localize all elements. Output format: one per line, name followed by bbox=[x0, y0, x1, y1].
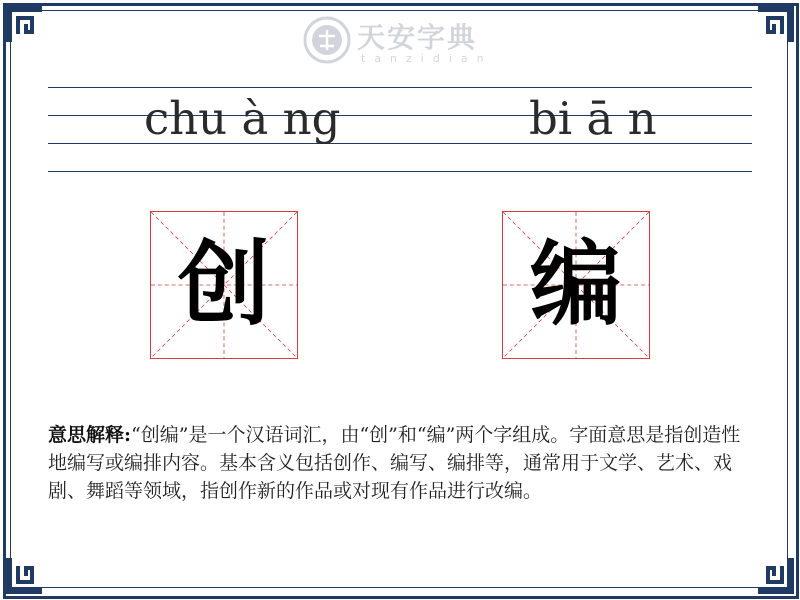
meaning-text: “创编”是一个汉语词汇，由“创”和“编”两个字组成。字面意思是指创造性地编写或编排内容。基本含义包括创作、编写、编排等，通常用于文学、艺术、戏剧、舞蹈等领域，指创作新的作品或对现有作品进行改编。 bbox=[48, 424, 741, 502]
tianzige-box-1 bbox=[150, 211, 298, 359]
corner-ornament-bottom-right bbox=[756, 556, 796, 596]
pinyin-lines bbox=[48, 87, 752, 173]
character-2: 编 bbox=[529, 231, 622, 338]
character-1: 创 bbox=[177, 231, 270, 338]
pinyin-line-4 bbox=[48, 171, 752, 172]
meaning-paragraph bbox=[48, 421, 752, 505]
pinyin-first: chu à ng bbox=[144, 92, 341, 145]
corner-ornament-top-right bbox=[756, 4, 796, 44]
pinyin-second: bi ā n bbox=[529, 92, 657, 145]
seal-icon bbox=[303, 16, 351, 64]
watermark-title: 天安字典 bbox=[357, 21, 478, 54]
pinyin-line-1 bbox=[48, 87, 752, 88]
watermark-subtitle: tanzidian bbox=[361, 52, 493, 65]
tianzige-box-2 bbox=[502, 211, 650, 359]
meaning-label: 意思解释: bbox=[48, 424, 132, 446]
watermark-logo bbox=[303, 14, 503, 70]
corner-ornament-top-left bbox=[4, 4, 44, 44]
corner-ornament-bottom-left bbox=[4, 556, 44, 596]
